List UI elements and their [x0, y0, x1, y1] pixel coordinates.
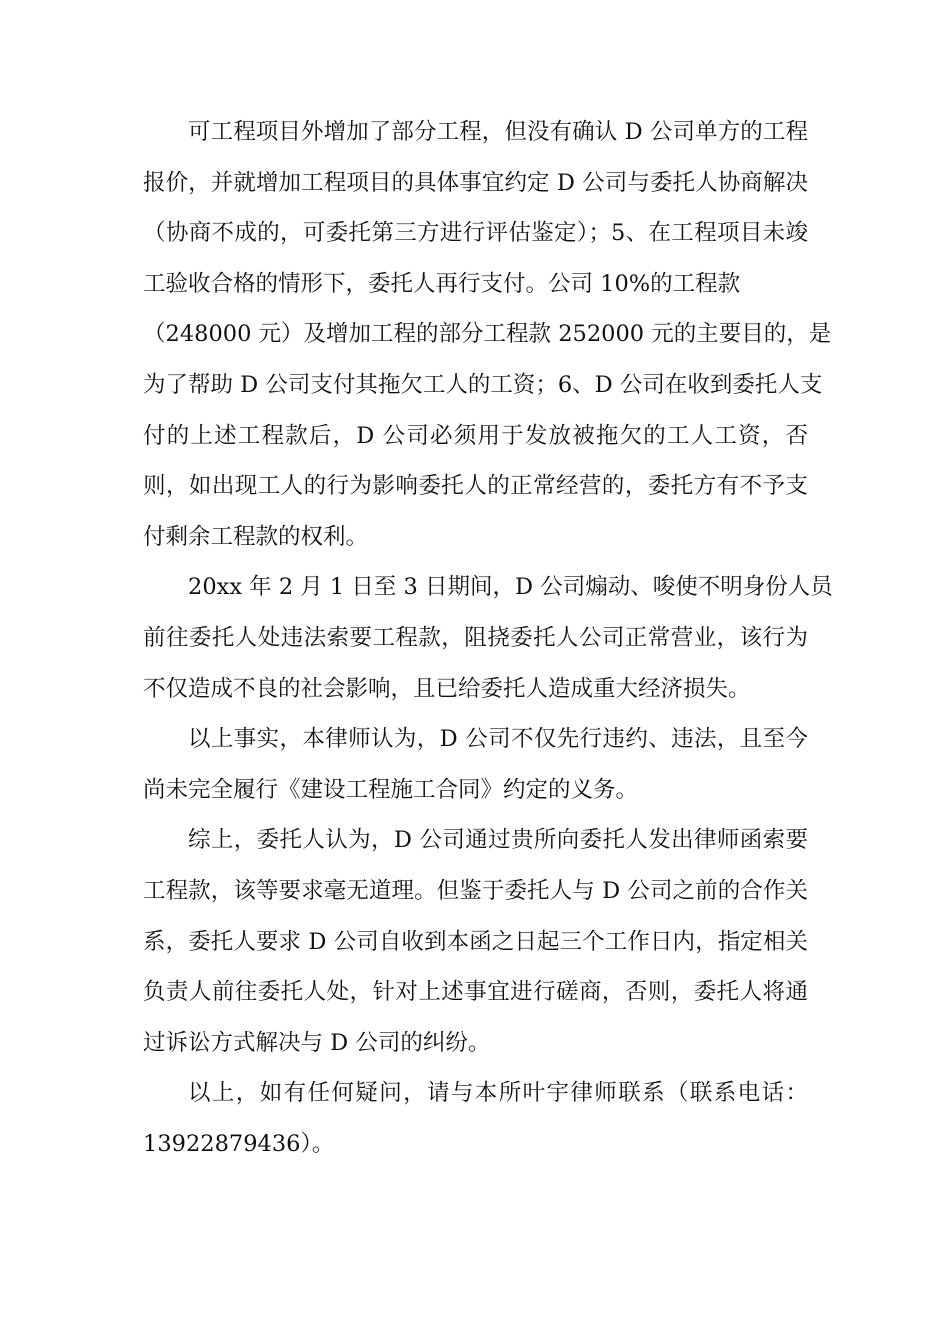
- paragraph-2-line-1: 20xx 年 2 月 1 日至 3 日期间，D 公司煽动、唆使不明身份人员: [188, 574, 833, 601]
- paragraph-1-line-1: 可工程项目外增加了部分工程，但没有确认 D 公司单方的工程: [188, 119, 808, 145]
- paragraph-1-line-4: 工验收合格的情形下，委托人再行支付。公司 10%的工程款: [143, 270, 741, 297]
- paragraph-5-line-1: 以上，如有任何疑问，请与本所叶宇律师联系（联系电话：: [188, 1080, 808, 1107]
- paragraph-1-line-2: 报价，并就增加工程项目的具体事宜约定 D 公司与委托人协商解决: [143, 169, 808, 196]
- paragraph-2-line-3: 不仅造成不良的社会影响，且已给委托人造成重大经济损失。: [143, 675, 751, 702]
- paragraph-3-line-2: 尚未完全履行《建设工程施工合同》约定的义务。: [143, 776, 639, 803]
- paragraph-3-line-1: 以上事实，本律师认为，D 公司不仅先行违约、违法，且至今: [188, 726, 808, 753]
- paragraph-4-line-1: 综上，委托人认为，D 公司通过贵所向委托人发出律师函索要: [188, 827, 808, 854]
- paragraph-2-line-2: 前往委托人处违法索要工程款，阻挠委托人公司正常营业，该行为: [143, 624, 808, 651]
- paragraph-1-line-8: 则，如出现工人的行为影响委托人的正常经营的，委托方有不予支: [143, 473, 808, 500]
- paragraph-5-line-2: 13922879436）。: [143, 1130, 335, 1157]
- paragraph-4-line-5: 过诉讼方式解决与 D 公司的纠纷。: [143, 1029, 491, 1056]
- paragraph-4-line-3: 系，委托人要求 D 公司自收到本函之日起三个工作日内，指定相关: [143, 928, 808, 955]
- paragraph-1-line-9: 付剩余工程款的权利。: [143, 523, 369, 550]
- letter-body: [143, 107, 833, 1169]
- paragraph-4-line-2: 工程款，该等要求毫无道理。但鉴于委托人与 D 公司之前的合作关: [143, 877, 808, 904]
- paragraph-1-line-6: 为了帮助 D 公司支付其拖欠工人的工资；6、D 公司在收到委托人支: [143, 371, 823, 398]
- paragraph-1-line-7: 付的上述工程款后，D 公司必须用于发放被拖欠的工人工资，否: [143, 422, 808, 449]
- paragraph-4-line-4: 负责人前往委托人处，针对上述事宜进行磋商，否则，委托人将通: [143, 979, 808, 1006]
- paragraph-1-line-5: （248000 元）及增加工程的部分工程款 252000 元的主要目的，是: [143, 321, 832, 348]
- paragraph-1-line-3: （协商不成的，可委托第三方进行评估鉴定）；5、在工程项目未竣: [143, 220, 808, 247]
